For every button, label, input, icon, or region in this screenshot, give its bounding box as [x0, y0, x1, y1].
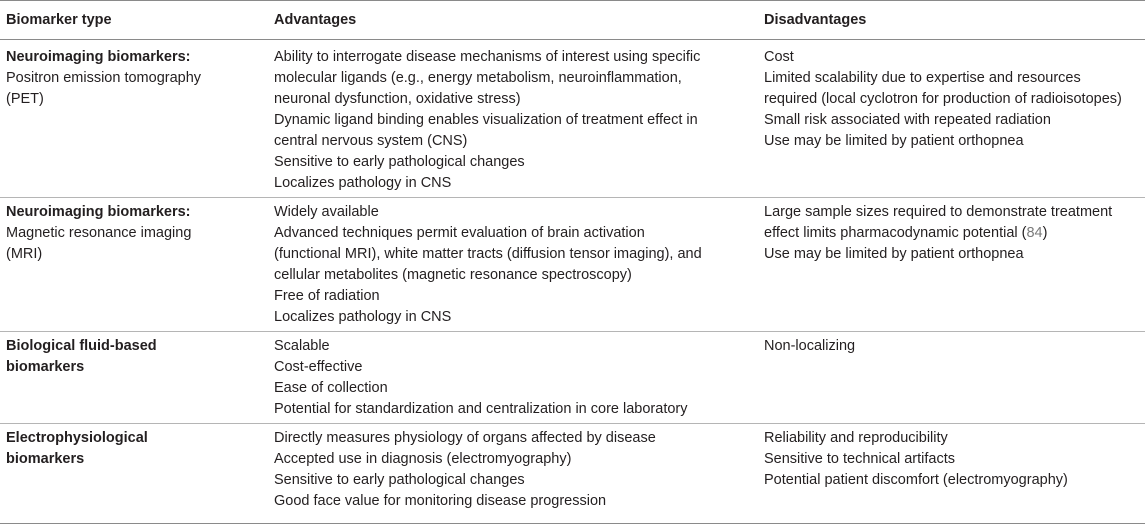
cell-disadvantages: [758, 198, 1145, 332]
cell-advantages: [268, 198, 758, 332]
table-row-pet: [0, 40, 1145, 198]
type-heading: Biological fluid-based: [6, 338, 157, 354]
type-heading: Neuroimaging biomarkers:: [6, 204, 191, 220]
disadvantage-line: Non-localizing: [764, 338, 856, 354]
advantage-line: Ease of collection: [274, 380, 388, 396]
disadvantage-line: Potential patient discomfort (electromyography): [764, 472, 1068, 488]
cell-type: [0, 40, 268, 198]
cell-type: [0, 198, 268, 332]
advantage-line: Ability to interrogate disease mechanisms of interest using specific: [274, 49, 701, 65]
advantage-line: neuronal dysfunction, oxidative stress): [274, 91, 521, 107]
advantage-line: Widely available: [274, 204, 379, 220]
header-advantages: Advantages: [268, 1, 758, 40]
advantage-line: Accepted use in diagnosis (electromyography): [274, 451, 572, 467]
table-row-fluid: [0, 332, 1145, 424]
type-heading: biomarkers: [6, 451, 85, 467]
disadvantage-line: Use may be limited by patient orthopnea: [764, 246, 1024, 262]
table-header-row: [0, 1, 1145, 40]
disadvantage-line: Cost: [764, 49, 794, 65]
disadvantage-text: effect limits pharmacodynamic potential (: [764, 225, 1027, 241]
type-line: (PET): [6, 91, 44, 107]
cell-advantages: [268, 40, 758, 198]
type-line: Magnetic resonance imaging: [6, 225, 192, 241]
cell-disadvantages: [758, 40, 1145, 198]
cell-disadvantages: [758, 424, 1145, 524]
advantage-line: Localizes pathology in CNS: [274, 175, 452, 191]
advantage-line: Advanced techniques permit evaluation of brain activation: [274, 225, 645, 241]
cell-type: [0, 332, 268, 424]
table-row-electrophysiological: [0, 424, 1145, 524]
cell-disadvantages: [758, 332, 1145, 424]
table-row-mri: [0, 198, 1145, 332]
advantage-line: molecular ligands (e.g., energy metabolism, neuroinflammation,: [274, 70, 682, 86]
disadvantage-line: Limited scalability due to expertise and resources: [764, 70, 1081, 86]
advantage-line: central nervous system (CNS): [274, 133, 468, 149]
advantage-line: Directly measures physiology of organs affected by disease: [274, 430, 656, 446]
disadvantage-text: ): [1042, 225, 1048, 241]
type-line: Positron emission tomography: [6, 70, 202, 86]
cell-type: [0, 424, 268, 524]
type-heading: Electrophysiological: [6, 430, 148, 446]
header-disadvantages: Disadvantages: [758, 1, 1145, 40]
disadvantage-line: Large sample sizes required to demonstrate treatment: [764, 204, 1113, 220]
advantage-line: (functional MRI), white matter tracts (diffusion tensor imaging), and: [274, 246, 702, 262]
advantage-line: Sensitive to early pathological changes: [274, 154, 525, 170]
disadvantage-line: required (local cyclotron for production of radioisotopes): [764, 91, 1122, 107]
advantage-line: Sensitive to early pathological changes: [274, 472, 525, 488]
advantage-line: Free of radiation: [274, 288, 380, 304]
cell-advantages: [268, 332, 758, 424]
advantage-line: Good face value for monitoring disease progression: [274, 493, 607, 509]
disadvantage-line-with-ref: [764, 223, 1141, 244]
disadvantage-line: Reliability and reproducibility: [764, 430, 948, 446]
cell-advantages: [268, 424, 758, 524]
advantage-line: Dynamic ligand binding enables visualization of treatment effect in: [274, 112, 698, 128]
disadvantage-line: Use may be limited by patient orthopnea: [764, 133, 1024, 149]
header-biomarker-type: Biomarker type: [0, 1, 268, 40]
type-heading: Neuroimaging biomarkers:: [6, 49, 191, 65]
advantage-line: cellular metabolites (magnetic resonance spectroscopy): [274, 267, 632, 283]
advantage-line: Cost-effective: [274, 359, 363, 375]
advantage-line: Localizes pathology in CNS: [274, 309, 452, 325]
advantage-line: Scalable: [274, 338, 330, 354]
type-heading: biomarkers: [6, 359, 85, 375]
advantage-line: Potential for standardization and centralization in core laboratory: [274, 401, 688, 417]
reference-link[interactable]: 84: [1026, 225, 1043, 241]
type-line: (MRI): [6, 246, 43, 262]
disadvantage-line: Small risk associated with repeated radiation: [764, 112, 1051, 128]
disadvantage-line: Sensitive to technical artifacts: [764, 451, 956, 467]
